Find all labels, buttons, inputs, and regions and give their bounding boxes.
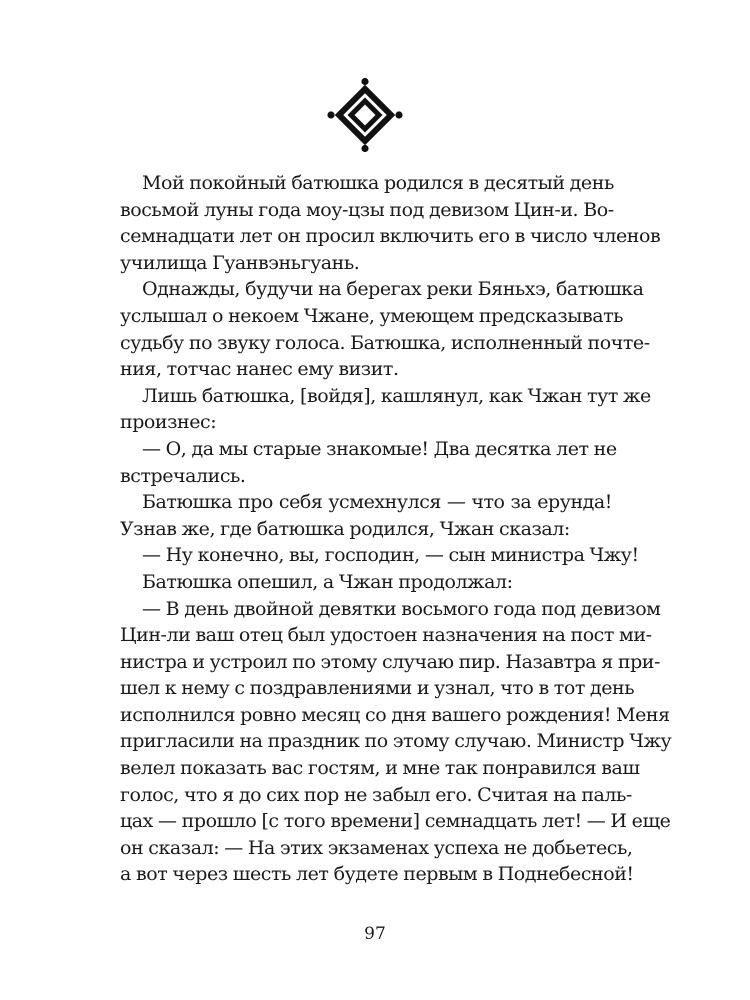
text-line: исполнился ровно месяц со дня вашего рождения! Меня [120, 703, 670, 726]
text-line: а вот через шесть лет будете первым в Поднебесной! [120, 863, 634, 886]
text-line: пригласили на праздник по этому случаю. Министр Чжу [120, 730, 672, 753]
text-line: велел показать вас гостям, и мне так понравился ваш [120, 757, 640, 780]
text-line: Однажды, будучи на берегах реки Бяньхэ, батюшка [142, 278, 644, 301]
text-line: — О, да мы старые знакомые! Два десятка лет не [142, 437, 617, 460]
text-line: ния, тотчас нанес ему визит. [120, 358, 399, 381]
page-number: 97 [364, 924, 386, 944]
text-line: Лишь батюшка, [войдя], кашлянул, как Чжан тут же [142, 384, 651, 407]
text-line: услышал о некоем Чжане, умеющем предсказывать [120, 304, 624, 327]
text-line: шел к нему с поздравлениями и узнал, что в тот день [120, 677, 635, 700]
text-line: Батюшка про себя усмехнулся — что за ерунда! [142, 491, 612, 514]
text-line: училища Гуанвэньгуань. [120, 251, 360, 274]
text-line: Цин-ли ваш отец был удостоен назначения на пост ми- [120, 624, 652, 647]
text-line: — Ну конечно, вы, господин, — сын министра Чжу! [142, 544, 639, 567]
text-line: Батюшка опешил, а Чжан продолжал: [142, 570, 513, 593]
text-line: произнес: [120, 411, 217, 434]
text-line: голос, что я до сих пор не забыл его. Считая на паль- [120, 783, 632, 806]
text-line: он сказал: — На этих экзаменах успеха не добьетесь, [120, 836, 633, 859]
text-line: Мой покойный батюшка родился в десятый день [142, 172, 614, 194]
text-line: судьбу по звуку голоса. Батюшка, исполненный почте- [120, 331, 650, 354]
body-text [120, 170, 672, 888]
text-line: нистра и устроил по этому случаю пир. Назавтра я при- [120, 650, 660, 673]
text-line: цах — прошло [с того времени] семнадцать лет! — И еще [120, 810, 671, 833]
text-line: — В день двойной девятки восьмого года под девизом [142, 597, 661, 620]
text-line: Узнав же, где батюшка родился, Чжан сказал: [120, 517, 570, 540]
text-line: семнадцати лет он просил включить его в число членов [120, 225, 661, 248]
text-line: встречались. [120, 464, 246, 487]
text-line: восьмой луны года моу-цзы под девизом Цин-и. Во- [120, 198, 614, 221]
diamond-ornament-icon [325, 77, 405, 157]
